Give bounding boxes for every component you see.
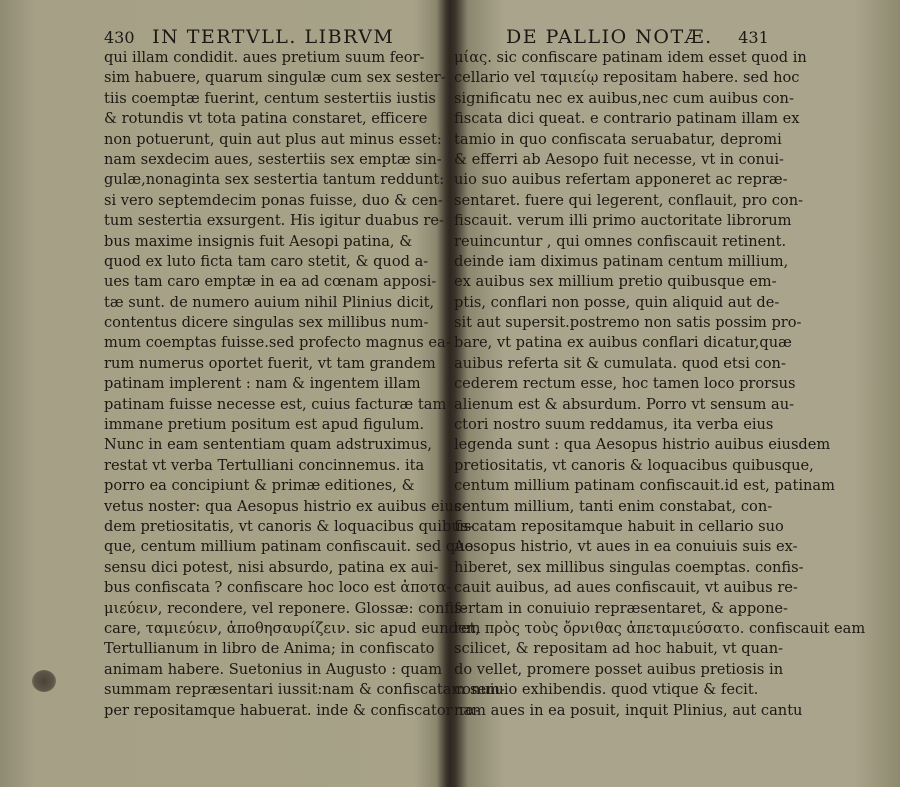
right-page: [452, 0, 900, 787]
text-line: tum sestertia exsurgent. His igitur duabus re-: [104, 212, 444, 230]
right-running-head: [506, 26, 769, 48]
left-page-number: 430: [104, 28, 135, 47]
text-line: mum coemptas fuisse.sed profecto magnus ea-: [104, 334, 451, 352]
text-line: μιεύειν, recondere, vel reponere. Glossæ: confis-: [104, 599, 467, 617]
text-line: que, centum millium patinam confiscauit. sed quo: [104, 538, 474, 556]
text-line: sit aut supersit.postremo non satis possim pro-: [454, 314, 802, 332]
text-line: do vellet, promere posset auibus pretiosis in: [454, 660, 784, 678]
text-line: cellario vel ταμιείῳ repositam habere. sed hoc: [454, 69, 800, 87]
text-line: deinde iam diximus patinam centum millium,: [454, 252, 789, 270]
text-line: animam habere. Suetonius in Augusto : quam: [104, 660, 443, 678]
text-line: tiis coemptæ fuerint, centum sestertiis iustis: [104, 89, 436, 107]
text-line: care, ταμιεύειν, ἀποθησαυρίζειν. sic apud eundem: [104, 619, 481, 637]
text-line: tamio in quo confiscata seruabatur, depromi: [454, 130, 782, 148]
text-line: fiscauit. verum illi primo auctoritate librorum: [454, 212, 792, 230]
text-line: & rotundis vt tota patina constaret, efficere: [104, 110, 428, 128]
text-line: dem pretiositatis, vt canoris & loquacibus quibus-: [104, 517, 474, 535]
text-line: Aesopus histrio, vt aues in ea conuiuis suis ex-: [454, 538, 798, 556]
text-line: nam aues in ea posuit, inquit Plinius, aut cantu: [454, 701, 803, 719]
text-line: ctori nostro suum reddamus, ita verba eius: [454, 416, 774, 434]
text-line: fiscatam repositamque habuit in cellario suo: [454, 517, 784, 535]
text-line: centum millium patinam confiscauit.id est, patinam: [454, 477, 835, 495]
text-line: conuiuio exhibendis. quod vtique & fecit.: [454, 681, 759, 699]
left-text-block: [104, 48, 505, 721]
text-line: qui illam condidit. aues pretium suum feor-: [104, 49, 425, 66]
text-line: Tertullianum in libro de Anima; in confiscato: [104, 640, 435, 658]
text-line: sim habuere, quarum singulæ cum sex sester-: [104, 69, 446, 87]
text-line: rum numerus oportet fuerit, vt tam grandem: [104, 354, 436, 372]
right-page-number: 431: [738, 28, 769, 47]
text-line: cauit auibus, ad aues confiscauit, vt auibus re-: [454, 579, 798, 597]
text-line: quod ex luto ficta tam caro stetit, & quod a-: [104, 252, 429, 270]
text-line: ex auibus sex millium pretio quibusque em-: [454, 273, 777, 291]
text-line: immane pretium positum est apud figulum.: [104, 416, 425, 434]
ink-stain: [32, 670, 56, 692]
text-line: bus confiscata ? confiscare hoc loco est ἀποτα-: [104, 579, 452, 597]
text-line: fiscata dici queat. e contrario patinam illam ex: [454, 110, 800, 128]
text-line: fertam in conuiuio repræsentaret, & appone-: [454, 599, 788, 617]
text-line: nam sexdecim aues, sestertiis sex emptæ sin-: [104, 150, 442, 168]
right-text-block: [454, 48, 866, 721]
text-line: vetus noster: qua Aesopus histrio ex auibus eius-: [104, 497, 467, 515]
left-running-head-title: IN TERTVLL. LIBRVM: [152, 26, 395, 48]
right-running-head-title: DE PALLIO NOTÆ.: [506, 26, 713, 48]
text-line: per repositamque habuerat. inde & confiscator τα-: [104, 701, 481, 719]
text-line: porro ea concipiunt & primæ editiones, &: [104, 477, 415, 495]
text-line: tæ sunt. de numero auium nihil Plinius dicit,: [104, 293, 435, 311]
text-line: si vero septemdecim ponas fuisse, duo & cen-: [104, 191, 443, 209]
text-line: μίας. sic confiscare patinam idem esset quod in: [454, 49, 807, 66]
text-line: restat vt verba Tertulliani concinnemus. ita: [104, 456, 425, 474]
text-line: reuincuntur , qui omnes confiscauit retinent.: [454, 232, 787, 250]
text-line: Nunc in eam sententiam quam adstruximus,: [104, 436, 432, 454]
text-line: contentus dicere singulas sex millibus num-: [104, 314, 429, 332]
text-line: patinam implerent : nam & ingentem illam: [104, 375, 421, 393]
text-line: sensu dici potest, nisi absurdo, patina ex aui-: [104, 558, 439, 576]
text-line: ues tam caro emptæ in ea ad cœnam apposi-: [104, 273, 437, 291]
text-line: hiberet, sex millibus singulas coemptas. confis-: [454, 558, 804, 576]
text-line: centum millium, tanti enim constabat, con-: [454, 497, 773, 515]
text-line: sentaret. fuere qui legerent, conflauit, pro con-: [454, 191, 804, 209]
text-line: summam repræsentari iussit:nam & confiscatam sem-: [104, 681, 505, 699]
text-line: ptis, conflari non posse, quin aliquid aut de-: [454, 293, 780, 311]
text-line: gulæ,nonaginta sex sestertia tantum reddunt:: [104, 171, 445, 189]
text-line: significatu nec ex auibus,nec cum auibus con-: [454, 89, 794, 107]
text-line: bare, vt patina ex auibus conflari dicatur,quæ: [454, 334, 792, 352]
text-line: alienum est & absurdum. Porro vt sensum au-: [454, 395, 795, 413]
left-running-head: [104, 26, 394, 48]
text-line: & efferri ab Aesopo fuit necesse, vt in conui-: [454, 150, 784, 168]
text-line: bus maxime insignis fuit Aesopi patina, &: [104, 232, 413, 250]
text-line: legenda sunt : qua Aesopus histrio auibus eiusdem: [454, 436, 831, 454]
text-line: non potuerunt, quin aut plus aut minus esset:: [104, 130, 442, 148]
text-line: patinam fuisse necesse est, cuius facturæ tam: [104, 395, 447, 413]
text-line: pretiositatis, vt canoris & loquacibus quibusque,: [454, 456, 814, 474]
text-line: auibus referta sit & cumulata. quod etsi con-: [454, 354, 786, 372]
text-line: ret, πρὸς τοὺς ὄρνιθας ἀπεταμιεύσατο. confiscauit eam: [454, 619, 866, 637]
text-line: uio suo auibus refertam apponeret ac repræ-: [454, 171, 788, 189]
text-line: scilicet, & repositam ad hoc habuit, vt quan-: [454, 640, 784, 658]
text-line: cederem rectum esse, hoc tamen loco prorsus: [454, 375, 796, 393]
